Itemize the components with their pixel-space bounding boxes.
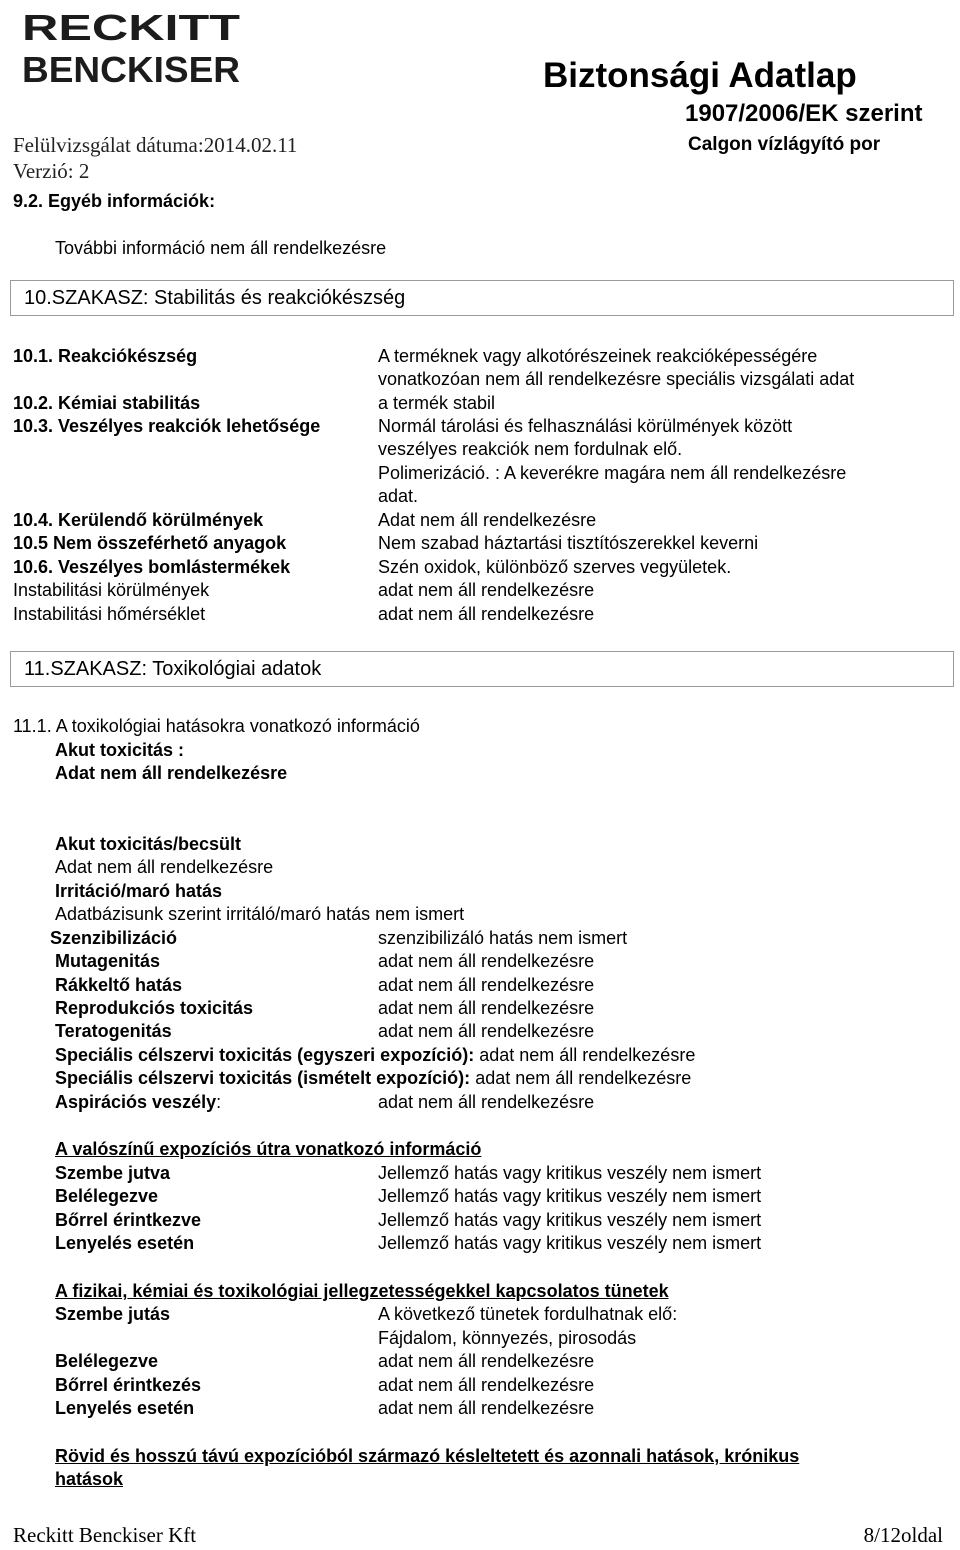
row-10-4-value: Adat nem áll rendelkezésre <box>378 510 597 530</box>
effects-heading-line-2: hatások <box>55 1469 124 1489</box>
route-ingestion-value: Jellemző hatás vagy kritikus veszély nem ismert <box>378 1233 762 1253</box>
row-10-6-label: 10.6. Veszélyes bomlástermékek <box>13 557 291 577</box>
row-10-3-value-line-2: veszélyes reakciók nem fordulnak elő. <box>378 439 683 459</box>
reproductive-toxicity-label: Reprodukciós toxicitás <box>55 998 254 1018</box>
carcinogenicity-value: adat nem áll rendelkezésre <box>378 975 595 995</box>
teratogenicity-value: adat nem áll rendelkezésre <box>378 1021 595 1041</box>
teratogenicity-label: Teratogenitás <box>55 1021 172 1041</box>
symptom-ingestion-label: Lenyelés esetén <box>55 1398 195 1418</box>
row-instability-temperature-label: Instabilitási hőmérséklet <box>13 604 206 624</box>
section-9-2-heading: 9.2. Egyéb információk: <box>13 191 216 211</box>
section-9-2-text: További információ nem áll rendelkezésre <box>55 238 387 258</box>
aspiration-label: Aspirációs veszély <box>55 1092 217 1112</box>
version: Verzió: 2 <box>13 159 90 183</box>
irritation-label: Irritáció/maró hatás <box>55 881 223 901</box>
route-skin-value: Jellemző hatás vagy kritikus veszély nem ismert <box>378 1210 762 1230</box>
row-10-4-label: 10.4. Kerülendő körülmények <box>13 510 264 530</box>
row-10-3-value-line-3: Polimerizáció. : A keverékre magára nem áll rendelkezésre <box>378 463 847 483</box>
route-eye-label: Szembe jutva <box>55 1163 171 1183</box>
exposure-routes-heading: A valószínű expozíciós útra vonatkozó információ <box>55 1139 482 1159</box>
stot-single-label: Speciális célszervi toxicitás (egyszeri expozíció): <box>55 1045 475 1065</box>
document-title: Biztonsági Adatlap <box>543 56 857 95</box>
symptom-inhalation-value: adat nem áll rendelkezésre <box>378 1351 595 1371</box>
row-10-3-value-line-1: Normál tárolási és felhasználási körülmények között <box>378 416 793 436</box>
row-instability-conditions-value: adat nem áll rendelkezésre <box>378 580 595 600</box>
route-skin-label: Bőrrel érintkezve <box>55 1210 202 1230</box>
symptom-skin-label: Bőrrel érintkezés <box>55 1375 202 1395</box>
row-10-2-label: 10.2. Kémiai stabilitás <box>13 393 201 413</box>
regulation: 1907/2006/EK szerint <box>685 100 923 127</box>
logo-line-2: BENCKISER <box>22 49 240 88</box>
row-10-1-value-line-2: vonatkozóan nem áll rendelkezésre speciális vizsgálati adat <box>378 369 855 389</box>
stot-single-value: adat nem áll rendelkezésre <box>479 1045 696 1065</box>
row-10-1-label: 10.1. Reakciókészség <box>13 346 198 366</box>
row-instability-temperature-value: adat nem áll rendelkezésre <box>378 604 595 624</box>
acute-toxicity-estimate-label: Akut toxicitás/becsült <box>55 834 242 854</box>
symptom-eye-label: Szembe jutás <box>55 1304 171 1324</box>
route-inhalation-label: Belélegezve <box>55 1186 159 1206</box>
acute-toxicity-value: Adat nem áll rendelkezésre <box>55 763 288 783</box>
section-10-header <box>10 280 954 316</box>
row-10-5-label: 10.5 Nem összeférhető anyagok <box>13 533 287 553</box>
symptom-inhalation-label: Belélegezve <box>55 1351 159 1371</box>
section-11-title: 11.SZAKASZ: Toxikológiai adatok <box>24 658 322 680</box>
row-10-1-value-line-1: A terméknek vagy alkotórészeinek reakcióképességére <box>378 346 818 366</box>
symptom-eye-value-line-1: A következő tünetek fordulhatnak elő: <box>378 1304 678 1324</box>
route-eye-value: Jellemző hatás vagy kritikus veszély nem ismert <box>378 1163 762 1183</box>
footer-company: Reckitt Benckiser Kft <box>13 1523 197 1547</box>
section-11-1-heading: 11.1. A toxikológiai hatásokra vonatkozó információ <box>13 716 420 736</box>
row-10-6-value: Szén oxidok, különböző szerves vegyületek. <box>378 557 732 577</box>
route-inhalation-value: Jellemző hatás vagy kritikus veszély nem ismert <box>378 1186 762 1206</box>
aspiration-colon: : <box>216 1092 222 1112</box>
aspiration-row <box>55 1091 221 1113</box>
revision-date: Felülvizsgálat dátuma:2014.02.11 <box>13 133 298 157</box>
symptoms-heading: A fizikai, kémiai és toxikológiai jellegzetességekkel kapcsolatos tünetek <box>55 1281 669 1301</box>
footer-page-number: 8/12oldal <box>863 1523 943 1547</box>
mutagenicity-value: adat nem áll rendelkezésre <box>378 951 595 971</box>
reckitt-benckiser-logo <box>20 6 242 88</box>
row-instability-conditions-label: Instabilitási körülmények <box>13 580 210 600</box>
symptom-ingestion-value: adat nem áll rendelkezésre <box>378 1398 595 1418</box>
stot-single-row <box>55 1044 695 1066</box>
logo-line-1: RECKITT <box>22 7 240 48</box>
reproductive-toxicity-value: adat nem áll rendelkezésre <box>378 998 595 1018</box>
product-name: Calgon vízlágyító por <box>688 134 881 155</box>
mutagenicity-label: Mutagenitás <box>55 951 161 971</box>
stot-repeated-row <box>55 1067 691 1089</box>
symptom-eye-value-line-2: Fájdalom, könnyezés, pirosodás <box>378 1328 637 1348</box>
row-10-3-label: 10.3. Veszélyes reakciók lehetősége <box>13 416 321 436</box>
acute-toxicity-label: Akut toxicitás : <box>55 740 185 760</box>
row-10-5-value: Nem szabad háztartási tisztítószerekkel keverni <box>378 533 759 553</box>
sensitization-label: Szenzibilizáció <box>50 928 178 948</box>
carcinogenicity-label: Rákkeltő hatás <box>55 975 183 995</box>
irritation-value: Adatbázisunk szerint irritáló/maró hatás nem ismert <box>55 904 465 924</box>
effects-heading-line-1: Rövid és hosszú távú expozícióból származó késleltetett és azonnali hatások, krónikus <box>55 1446 800 1466</box>
section-11-header <box>10 651 954 687</box>
sensitization-value: szenzibilizáló hatás nem ismert <box>378 928 628 948</box>
row-10-3-value-line-4: adat. <box>378 486 419 506</box>
acute-toxicity-estimate-value: Adat nem áll rendelkezésre <box>55 857 274 877</box>
row-10-2-value: a termék stabil <box>378 393 496 413</box>
section-10-title: 10.SZAKASZ: Stabilitás és reakciókészség <box>24 287 406 309</box>
stot-repeated-label: Speciális célszervi toxicitás (ismételt expozíció): <box>55 1068 471 1088</box>
route-ingestion-label: Lenyelés esetén <box>55 1233 195 1253</box>
symptom-skin-value: adat nem áll rendelkezésre <box>378 1375 595 1395</box>
aspiration-value: adat nem áll rendelkezésre <box>378 1092 595 1112</box>
stot-repeated-value: adat nem áll rendelkezésre <box>475 1068 692 1088</box>
